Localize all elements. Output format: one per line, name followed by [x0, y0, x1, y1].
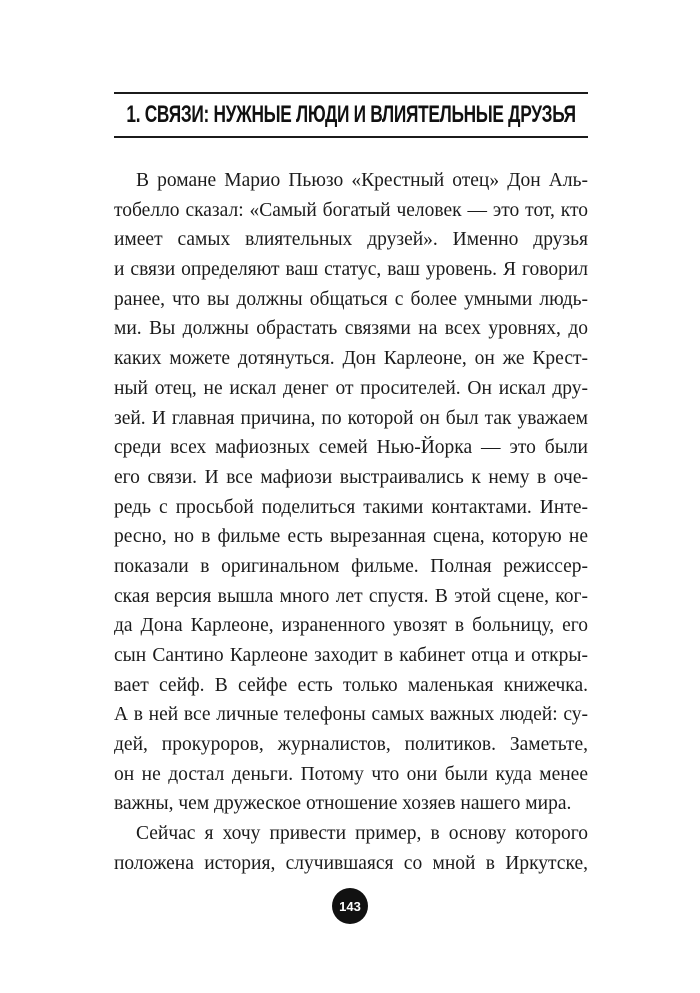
- text-line: ми. Вы должны обрастать связями на всех уровнях, до: [114, 318, 588, 340]
- text-line: редь с просьбой поделиться такими контактами. Инте-: [114, 496, 588, 518]
- text-line: его связи. И все мафиози выстраивались к нему в оче-: [114, 466, 588, 488]
- text-line: сын Сантино Карлеоне заходит в кабинет отца и откры-: [114, 645, 588, 666]
- text-line: среди всех мафиозных семей Нью-Йорка — это были: [114, 437, 588, 459]
- text-line: показали в оригинальном фильме. Полная режиссер-: [114, 555, 588, 577]
- text-line: имеет самых влиятельных друзей». Именно друзья: [114, 229, 588, 251]
- text-line: ресно, но в фильме есть вырезанная сцена, которую не: [114, 526, 588, 548]
- chapter-title: 1. СВЯЗИ: НУЖНЫЕ ЛЮДИ И ВЛИЯТЕЛЬНЫЕ ДРУЗЬЯ: [126, 101, 576, 128]
- text-line: и связи определяют ваш статус, ваш уровень. Я говорил: [114, 259, 588, 281]
- text-line: он не достал деньги. Потому что они были куда менее: [114, 763, 588, 785]
- text-line: каких можете дотянуться. Дон Карлеоне, он же Крест-: [114, 348, 588, 370]
- text-line: вает сейф. В сейфе есть только маленькая книжечка.: [114, 674, 588, 696]
- text-line: ный отец, не искал денег от просителей. Он искал дру-: [114, 377, 588, 399]
- body-text: [114, 166, 588, 879]
- chapter-heading-block: [114, 92, 588, 138]
- text-line: да Дона Карлеоне, израненного увозят в больницу, его: [114, 615, 588, 637]
- text-line: В романе Марио Пьюзо «Крестный отец» Дон Аль-: [136, 170, 588, 191]
- page-number-badge: 143: [332, 888, 368, 924]
- text-line: дей, прокуроров, журналистов, политиков. Заметьте,: [114, 734, 588, 756]
- text-line: важны, чем дружеское отношение хозяев нашего мира.: [114, 793, 572, 815]
- text-line: Сейчас я хочу привести пример, в основу которого: [136, 823, 588, 845]
- text-line: ранее, что вы должны общаться с более умными людь-: [114, 288, 588, 310]
- text-line: тобелло сказал: «Самый богатый человек — это тот, кто: [114, 199, 588, 221]
- text-line: А в ней все личные телефоны самых важных людей: су-: [114, 704, 588, 726]
- text-line: ская версия вышла много лет спустя. В этой сцене, ког-: [114, 585, 588, 607]
- text-line: положена история, случившаяся со мной в Иркутске,: [114, 852, 588, 874]
- text-line: зей. И главная причина, по которой он был так уважаем: [114, 407, 588, 429]
